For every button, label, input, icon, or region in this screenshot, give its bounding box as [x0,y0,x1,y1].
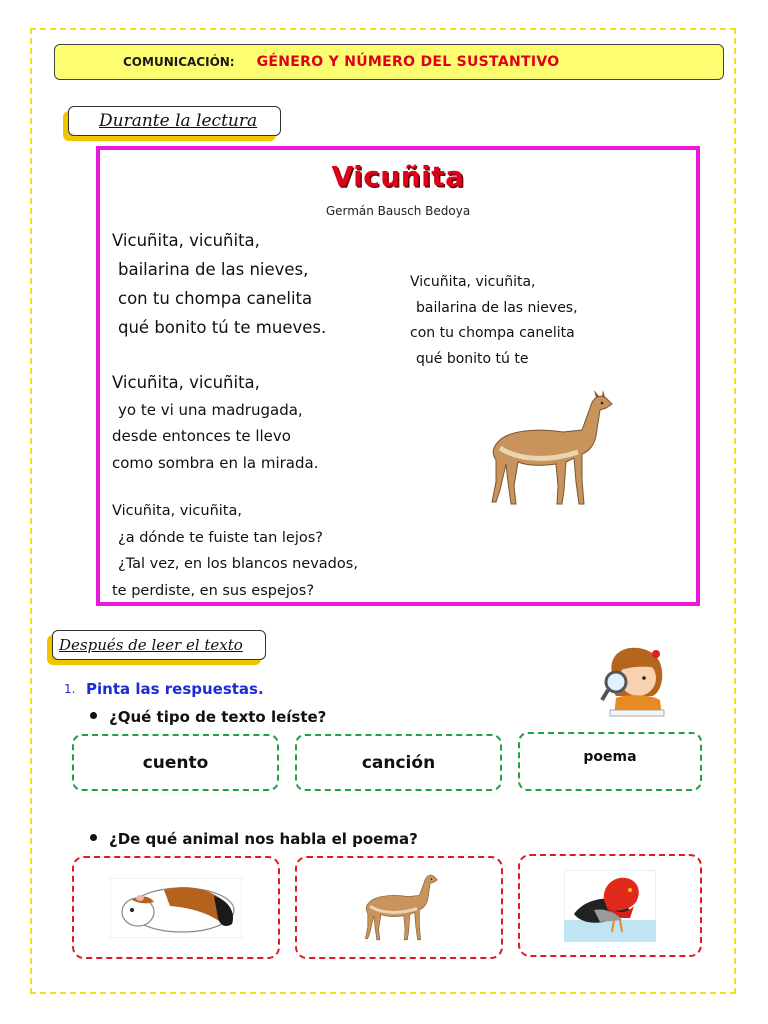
section-tab-durante: Durante la lectura [68,106,281,136]
option-label: cuento [142,752,209,773]
question-1 [90,708,326,726]
option-guinea-pig[interactable] [72,856,280,959]
header-bar [54,44,724,80]
poem-author: Germán Bausch Bedoya [325,204,471,218]
option-label: poema [583,748,637,765]
option-bird[interactable] [518,854,702,957]
poem-line: qué bonito tú te [416,350,529,367]
bullet-icon [90,834,97,841]
poem-line: como sombra en la mirada. [112,453,319,472]
bullet-icon [90,712,97,719]
poem-line: Vicuñita, vicuñita, [112,231,260,250]
option-cancion[interactable] [295,734,502,791]
poem-line: bailarina de las nieves, [416,299,578,316]
question-2 [90,830,418,848]
topic-title: GÉNERO Y NÚMERO DEL SUSTANTIVO [256,54,560,70]
poem-line: desde entonces te llevo [112,427,291,445]
poem-line: ¿a dónde te fuiste tan lejos? [118,529,323,546]
stanza-1 [112,226,326,342]
poem-line: Vicuñita, vicuñita, [112,503,242,519]
poem-line: ¿Tal vez, en los blancos nevados, [118,556,358,572]
option-poema[interactable] [518,732,702,791]
option-cuento[interactable] [72,734,279,791]
stanza-right [410,270,578,372]
question-1-text: ¿Qué tipo de texto leíste? [109,708,327,726]
activity-instruction: Pinta las respuestas. [86,680,264,698]
vicuna-icon [478,390,618,512]
poem-line: Vicuñita, vicuñita, [410,274,536,290]
poem-frame [96,146,700,606]
andean-cock-of-the-rock-icon [564,870,656,942]
guinea-pig-icon [110,878,242,938]
poem-line: bailarina de las nieves, [118,260,309,279]
activity-number: 1. [64,682,76,696]
poem-line: te perdiste, en sus espejos? [112,582,315,599]
section-tab-despues: Después de leer el texto [52,630,266,660]
question-2-text: ¿De qué animal nos habla el poema? [109,830,418,848]
poem-line: Vicuñita, vicuñita, [112,373,260,392]
option-label: canción [361,752,436,773]
poem-line: yo te vi una madrugada, [118,400,303,419]
poem-line: qué bonito tú te mueves. [118,318,327,337]
poem-line: con tu chompa canelita [118,289,313,308]
subject-label: COMUNICACIÓN: [123,55,235,69]
poem-line: con tu chompa canelita [410,325,575,341]
option-vicuna[interactable] [295,856,503,959]
stanza-2 [112,370,318,476]
girl-with-magnifier-icon [594,644,674,720]
stanza-3 [112,498,358,604]
vicuna-icon [357,869,441,947]
poem-title: Vicuñita [331,160,465,193]
